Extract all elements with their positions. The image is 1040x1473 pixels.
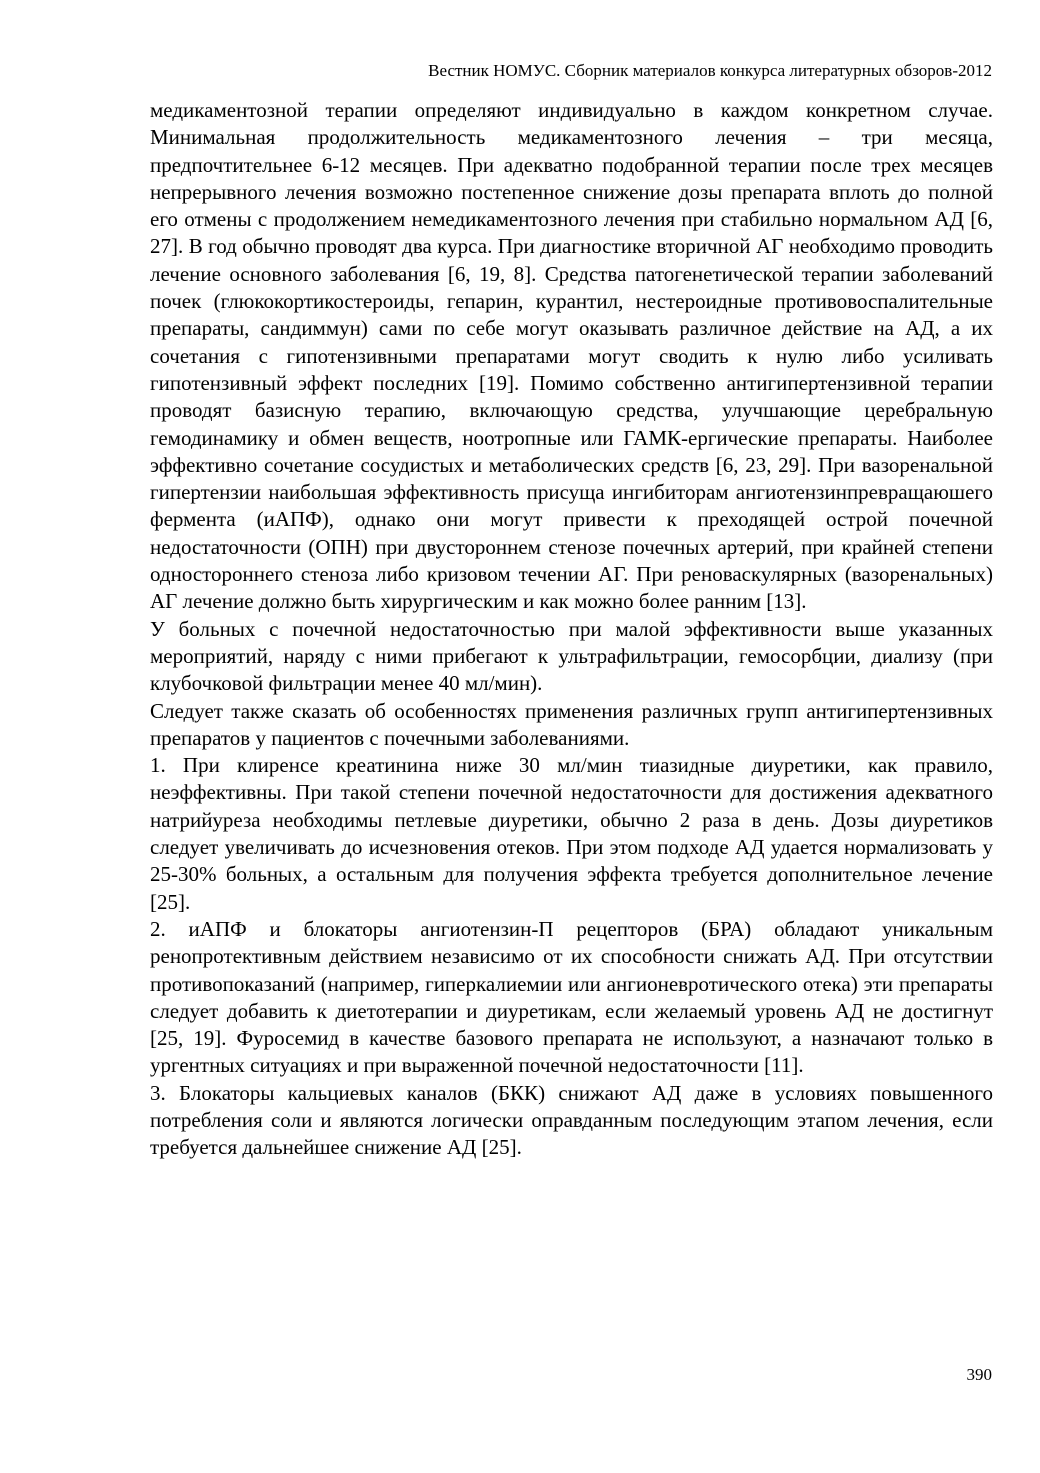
paragraph: 1. При клиренсе креатинина ниже 30 мл/мин тиазидные диуретики, как правило, неэффективны. При такой степени почечной недостаточности для достижения адекватного натрийуреза необходимы петлевые диуретики, обычно 2 раза в день. Дозы диуретиков следует увеличивать до исчезновения отеков. При этом подходе АД удается нормализовать у 25-30% больных, а остальным для получения эффекта требуется дополнительное лечение [25]. bbox=[150, 753, 993, 914]
page-number: 390 bbox=[966, 1365, 992, 1384]
running-header: Вестник НОМУС. Сборник материалов конкурса литературных обзоров-2012 bbox=[428, 61, 992, 80]
paragraph: У больных с почечной недостаточностью при малой эффективности выше указанных мероприятий, наряду с ними прибегают к ультрафильтрации, гемосорбции, диализу (при клубочковой фильтрации менее 40 мл/мин). bbox=[150, 616, 993, 696]
paragraph: 2. иАПФ и блокаторы ангиотензин-П рецепторов (БРА) обладают уникальным ренопротективным действием независимо от их способности снижать АД. При отсутствии противопоказаний (например, гиперкалиемии или ангионевротического отека) эти препараты следует добавить к диетотерапии и диуретикам, если желаемый уровень АД не достигнут [25, 19]. Фуросемид в качестве базового препарата не используют, а назначают только в ургентных ситуациях и при выраженной почечной недостаточности [11]. bbox=[150, 916, 993, 1078]
paragraph: медикаментозной терапии определяют индивидуально в каждом конкретном случае. Минимальная продолжительность медикаментозного лечения – три месяца, предпочтительнее 6-12 месяцев. При адекватно подобранной терапии после трех месяцев непрерывного лечения возможно постепенное снижение дозы препарата вплоть до полной его отмены с продолжением немедикаментозного лечения при стабильно нормальном АД [6, 27]. В год обычно проводят два курса. При диагностике вторичной АГ необходимо проводить лечение основного заболевания [6, 19, 8]. Средства патогенетической терапии заболеваний почек (глюкокортикостероиды, гепарин, курантил, нестероидные противовоспалительные препараты, сандиммун) сами по себе могут оказывать различное действие на АД, а их сочетания с гипотензивными препаратами могут сводить к нулю либо усиливать гипотензивный эффект последних [19]. Помимо собственно антигипертензивной терапии проводят базисную терапию, включающую средства, улучшающие церебральную гемодинамику и обмен веществ, ноотропные или ГАМК-ергические препараты. Наиболее эффективно сочетание сосудистых и метаболических средств [6, 23, 29]. При вазоренальной гипертензии наибольшая эффективность присуща ингибиторам ангиотензинпревращаюшего фермента (иАПФ), однако они могут привести к преходящей острой почечной недостаточности (ОПН) при двустороннем стенозе почечных артерий, при крайней степени одностороннего стеноза либо кризовом течении АГ. При реноваскулярных (вазоренальных) АГ лечение должно быть хирургическим и как можно более ранним [13]. bbox=[150, 98, 993, 614]
paragraph: Следует также сказать об особенностях применения различных групп антигипертензивных препаратов у пациентов с почечными заболеваниями. bbox=[150, 698, 993, 750]
article-body bbox=[150, 97, 993, 1162]
paragraph: 3. Блокаторы кальциевых каналов (БКК) снижают АД даже в условиях повышенного потребления соли и являются логически оправданным последующим этапом лечения, если требуется дальнейшее снижение АД [25]. bbox=[150, 1080, 993, 1160]
